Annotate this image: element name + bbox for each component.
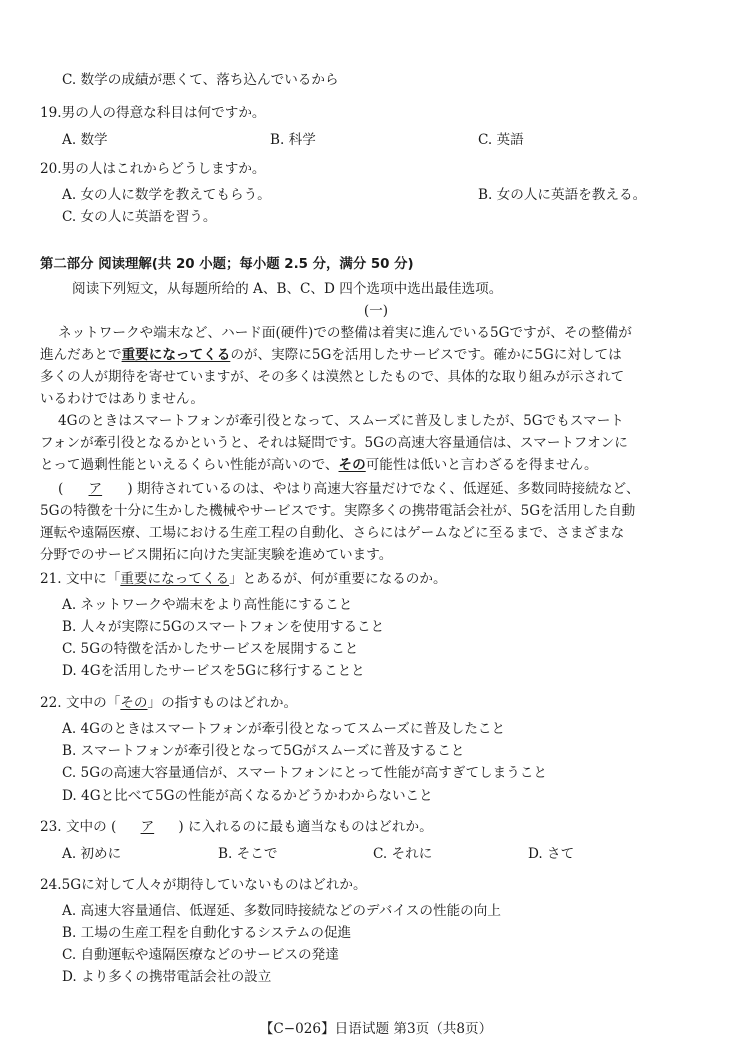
passage-p2-line1: 4Gのときはスマートフォンが牽引役となって、スムーズに普及しましたが、5Gでもスマート xyxy=(58,413,624,429)
passage-text: 進んだあとで xyxy=(40,347,122,363)
q20-option-c: C. 女の人に英語を習う。 xyxy=(62,209,217,225)
underlined-phrase-important: 重要になってくる xyxy=(121,347,231,363)
passage-p1-line2 xyxy=(40,346,720,364)
page-footer: 【C−026】日语试题 第3页（共8页） xyxy=(259,1021,493,1037)
q24-option-b: B. 工場の生産工程を自動化するシステムの促進 xyxy=(62,925,352,941)
q20-stem: 20.男の人はこれからどうしますか。 xyxy=(40,161,266,177)
paren-open: ( xyxy=(58,481,64,497)
passage-p2-line3 xyxy=(40,456,720,474)
q23-option-a: A. 初めに xyxy=(62,846,122,862)
stem-text: 21. 文中に「 xyxy=(40,571,121,587)
passage-p3-line1 xyxy=(58,480,738,498)
passage-text: 可能性は低いと言わざるを得ません。 xyxy=(365,457,598,473)
q22-stem xyxy=(40,694,297,712)
q23-stem xyxy=(40,818,433,836)
stem-text: ) に入れるのに最も適当なものはどれか。 xyxy=(178,819,433,835)
q22-option-b: B. スマートフォンが牽引役となって5Gがスムーズに普及すること xyxy=(62,743,465,759)
passage-p1-line1: ネットワークや端末など、ハード面(硬件)での整備は着実に進んでいる5Gですが、その整備が xyxy=(58,325,632,341)
blank-a: ア xyxy=(140,819,155,835)
stem-underlined: その xyxy=(120,695,148,711)
passage-p1-line3: 多くの人が期待を寄せていますが、その多くは漠然としたもので、具体的な取り組みが示されて xyxy=(40,369,625,385)
q22-option-d: D. 4Gと比べて5Gの性能が高くなるかどうかわからないこと xyxy=(62,788,433,804)
passage-p3-line3: 運転や遠隔医療、工場における生産工程の自動化、さらにはゲームなどに至るまで、さまざまな xyxy=(40,525,625,541)
q21-option-b: B. 人々が実際に5Gのスマートフォンを使用すること xyxy=(62,619,385,635)
stem-text: 23. 文中の ( xyxy=(40,819,117,835)
underlined-word-sono: その xyxy=(338,457,366,473)
blank-a: ア xyxy=(88,481,103,497)
q22-option-a: A. 4Gのときはスマートフォンが牽引役となってスムーズに普及したこと xyxy=(62,721,506,737)
q20-option-a: A. 女の人に数学を教えてもらう。 xyxy=(62,187,271,203)
q21-option-a: A. ネットワークや端末をより高性能にすること xyxy=(62,597,353,613)
passage-text: とって過剰性能といえるくらい性能が高いので、 xyxy=(40,457,339,473)
passage-text: のが、実際に5Gを活用したサービスです。確かに5Gに対しては xyxy=(230,347,622,363)
q19-option-c: C. 英語 xyxy=(478,132,524,148)
q24-stem: 24.5Gに対して人々が期待していないものはどれか。 xyxy=(40,877,367,893)
q24-option-d: D. より多くの携帯電話会社の設立 xyxy=(62,969,272,985)
passage-text: ) 期待されているのは、やはり高速大容量だけでなく、低遅延、多数同時接続など、 xyxy=(127,481,640,497)
passage-p2-line2: フォンが牽引役となるかというと、それは疑問です。5Gの高速大容量通信は、スマートフオンに xyxy=(40,435,628,451)
q19-option-b: B. 科学 xyxy=(270,132,316,148)
q20-option-b: B. 女の人に英語を教える。 xyxy=(478,187,647,203)
q24-option-c: C. 自動運転や遠隔医療などのサービスの発達 xyxy=(62,947,339,963)
q21-option-c: C. 5Gの特徴を活かしたサービスを展開すること xyxy=(62,641,359,657)
part2-title: 第二部分 阅读理解(共 20 小题；每小题 2.5 分，满分 50 分) xyxy=(40,257,414,272)
stem-text: 」の指すものはどれか。 xyxy=(147,695,298,711)
q23-option-b: B. そこで xyxy=(218,846,278,862)
q18-option-c: C. 数学の成績が悪くて、落ち込んでいるから xyxy=(62,72,339,88)
q19-stem: 19.男の人の得意な科目は何ですか。 xyxy=(40,105,266,121)
passage-p3-line4: 分野でのサービス開拓に向けた実証実験を進めています。 xyxy=(40,547,393,563)
q19-option-a: A. 数学 xyxy=(62,132,108,148)
passage-number: (一) xyxy=(363,303,389,319)
q24-option-a: A. 高速大容量通信、低遅延、多数同時接続などのデバイスの性能の向上 xyxy=(62,903,501,919)
passage-p3-line2: 5Gの特徴を十分に生かした機械やサービスです。実際多くの携帯電話会社が、5Gを活用した自動 xyxy=(40,503,636,519)
part2-instruction: 阅读下列短文，从每题所给的 A、B、C、D 四个选项中选出最佳选项。 xyxy=(72,281,503,297)
q21-option-d: D. 4Gを活用したサービスを5Gに移行することと xyxy=(62,663,365,679)
passage-p1-line4: いるわけではありません。 xyxy=(40,391,204,407)
q23-option-d: D. さて xyxy=(528,846,575,862)
q21-stem xyxy=(40,570,447,588)
stem-text: 22. 文中の「 xyxy=(40,695,121,711)
q23-option-c: C. それに xyxy=(373,846,433,862)
stem-text: 」とあるが、何が重要になるのか。 xyxy=(229,571,447,587)
stem-underlined: 重要になってくる xyxy=(120,571,230,587)
q22-option-c: C. 5Gの高速大容量通信が、スマートフォンにとって性能が高すぎてしまうこと xyxy=(62,765,548,781)
